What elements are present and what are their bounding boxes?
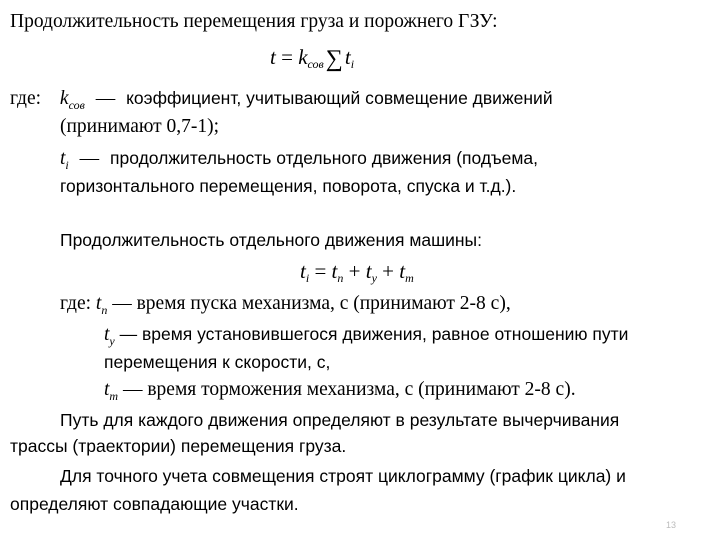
paragraph-2-line-1: Для точного учета совмещения строят циклограмму (график цикла) и [60, 466, 626, 486]
ti-symbol: t [60, 148, 66, 169]
f2-tn: t [331, 259, 338, 283]
ty-symbol: t [104, 324, 110, 345]
k-definition-text: коэффициент, учитывающий совмещение движений [126, 88, 553, 108]
ti-definition-text: продолжительность отдельного движения (подъема, [110, 148, 539, 168]
definition-k [10, 86, 710, 117]
f2-ti-sub: i [305, 271, 310, 285]
sum-symbol: ∑ [325, 46, 343, 72]
f2-ty-sub: у [371, 271, 377, 285]
formula-k: k [298, 45, 308, 69]
formula-eq: = [275, 45, 299, 69]
ti-symbol-sub: i [65, 157, 69, 172]
definition-tm [104, 378, 576, 408]
page-number: 13 [665, 520, 676, 530]
subheading: Продолжительность отдельного движения машины: [60, 230, 482, 250]
f2-plus1: + [343, 259, 366, 283]
tn-definition-text: — время пуска механизма, с (принимают 2-8 с), [112, 293, 511, 314]
ty-definition-text: — время установившегося движения, равное отношению пути [119, 324, 629, 344]
f2-tn-sub: п [337, 271, 344, 285]
definition-ti-cont: горизонтального перемещения, поворота, спуска и т.д.). [60, 176, 517, 196]
formula-single-move [300, 258, 414, 291]
formula-k-sub: сов [307, 57, 324, 71]
f2-tm-sub: т [405, 271, 414, 285]
formula-t: t [270, 45, 276, 69]
paragraph-1-line-1: Путь для каждого движения определяют в результате вычерчивания [60, 410, 620, 430]
f2-ty: t [365, 259, 372, 283]
k-symbol-sub: сов [68, 97, 85, 112]
formula-ti-sub: i [350, 57, 355, 71]
paragraph-2-line-2: определяют совпадающие участки. [10, 494, 299, 514]
definition-ty-cont: перемещения к скорости, с, [104, 352, 331, 372]
tm-symbol-sub: т [109, 388, 119, 403]
tn-symbol: t [95, 293, 102, 314]
formula-ti: t [344, 45, 351, 69]
tm-symbol: t [104, 379, 110, 400]
k-dash: — [95, 88, 116, 109]
f2-tm: t [399, 259, 406, 283]
definition-k-cont: (принимают 0,7-1); [60, 116, 220, 137]
ti-dash: — [79, 148, 100, 169]
tm-definition-text: — время торможения механизма, с (принимают 2-8 с). [122, 379, 576, 400]
definition-tn [60, 292, 511, 322]
f2-ti: t [300, 259, 306, 283]
ty-symbol-sub: у [109, 333, 115, 348]
where-label: где: [10, 88, 42, 109]
f2-eq: = [309, 259, 332, 283]
formula-total-time [270, 44, 354, 77]
tn-symbol-sub: п [101, 302, 108, 317]
heading: Продолжительность перемещения груза и порожнего ГЗУ: [10, 11, 498, 32]
paragraph-1-line-2: трассы (траектории) перемещения груза. [10, 436, 347, 456]
k-symbol: k [59, 88, 69, 109]
definition-ty [104, 322, 628, 353]
definition-ti [60, 146, 538, 177]
where-label-2: где: [60, 293, 92, 314]
f2-plus2: + [376, 259, 400, 283]
